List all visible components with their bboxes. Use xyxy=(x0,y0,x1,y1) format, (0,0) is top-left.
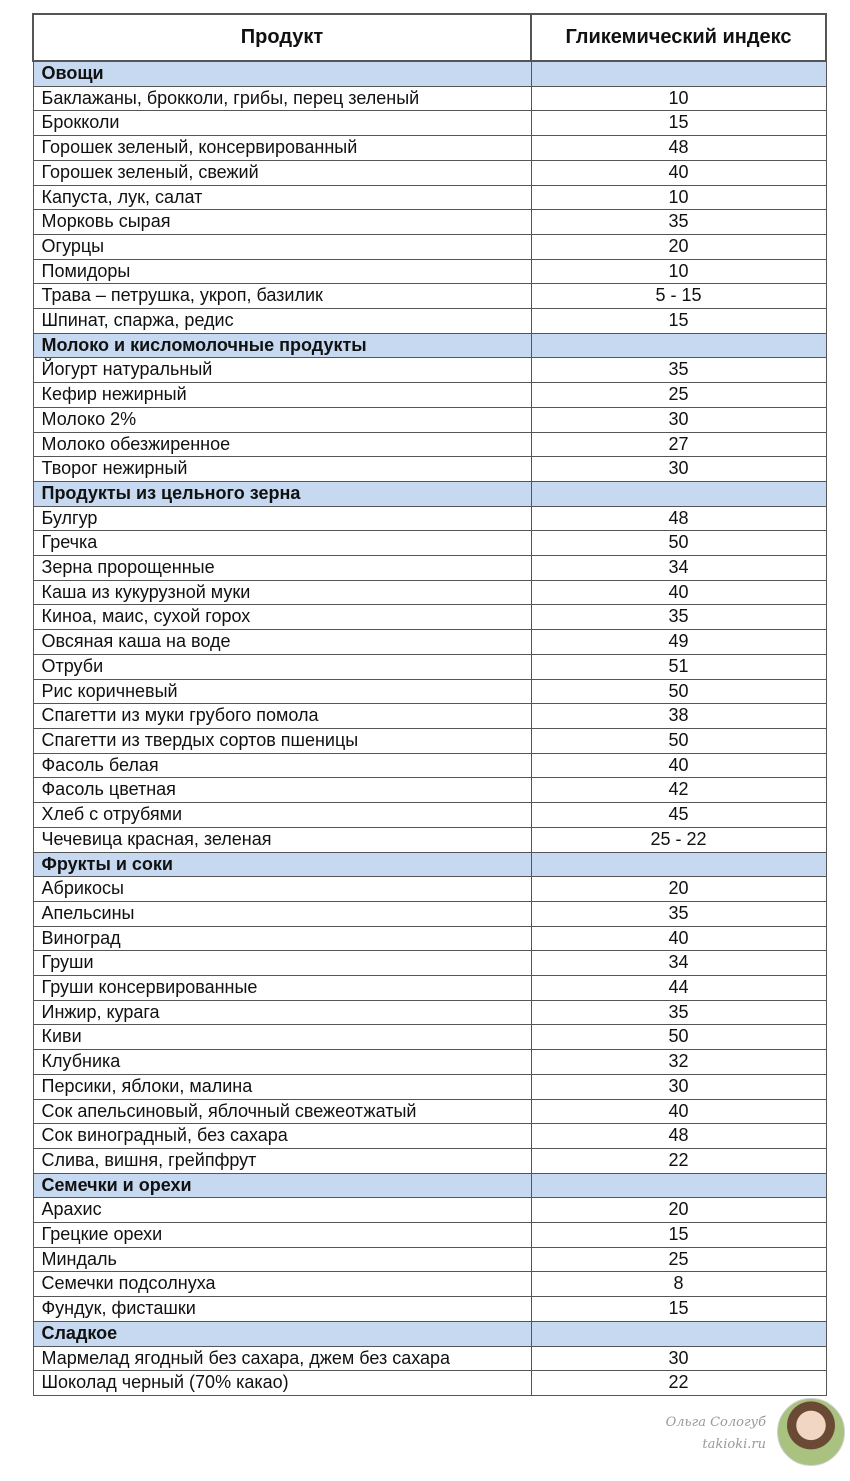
glycemic-index-value: 35 xyxy=(531,1000,826,1025)
table-row xyxy=(33,1272,826,1297)
header-product: Продукт xyxy=(33,14,531,61)
table-row xyxy=(33,531,826,556)
table-row xyxy=(33,1148,826,1173)
table-row xyxy=(33,1074,826,1099)
glycemic-index-value: 50 xyxy=(531,728,826,753)
category-value-cell xyxy=(531,1173,826,1198)
category-value-cell xyxy=(531,333,826,358)
table-row xyxy=(33,284,826,309)
product-name: Рис коричневый xyxy=(33,679,531,704)
table-row xyxy=(33,679,826,704)
category-row xyxy=(33,1321,826,1346)
category-row xyxy=(33,852,826,877)
table-row xyxy=(33,358,826,383)
category-label: Сладкое xyxy=(33,1321,531,1346)
product-name: Абрикосы xyxy=(33,877,531,902)
table-row xyxy=(33,1297,826,1322)
category-label: Семечки и орехи xyxy=(33,1173,531,1198)
product-name: Горошек зеленый, консервированный xyxy=(33,136,531,161)
table-row xyxy=(33,309,826,334)
table-row xyxy=(33,753,826,778)
glycemic-index-value: 40 xyxy=(531,580,826,605)
glycemic-index-value: 35 xyxy=(531,358,826,383)
glycemic-index-value: 50 xyxy=(531,1025,826,1050)
glycemic-index-value: 15 xyxy=(531,309,826,334)
product-name: Зерна пророщенные xyxy=(33,556,531,581)
category-label: Фрукты и соки xyxy=(33,852,531,877)
category-value-cell xyxy=(531,1321,826,1346)
glycemic-index-value: 35 xyxy=(531,605,826,630)
table-row xyxy=(33,407,826,432)
category-label: Овощи xyxy=(33,61,531,86)
table-header-row xyxy=(33,14,826,61)
table-row xyxy=(33,1371,826,1396)
product-name: Морковь сырая xyxy=(33,210,531,235)
category-row xyxy=(33,481,826,506)
product-name: Шпинат, спаржа, редис xyxy=(33,309,531,334)
product-name: Брокколи xyxy=(33,111,531,136)
table-row xyxy=(33,1025,826,1050)
category-label: Молоко и кисломолочные продукты xyxy=(33,333,531,358)
product-name: Слива, вишня, грейпфрут xyxy=(33,1148,531,1173)
product-name: Виноград xyxy=(33,926,531,951)
glycemic-index-value: 44 xyxy=(531,976,826,1001)
glycemic-index-value: 22 xyxy=(531,1371,826,1396)
table-row xyxy=(33,1198,826,1223)
table-row xyxy=(33,1247,826,1272)
table-row xyxy=(33,210,826,235)
glycemic-index-value: 48 xyxy=(531,136,826,161)
product-name: Помидоры xyxy=(33,259,531,284)
product-name: Спагетти из муки грубого помола xyxy=(33,704,531,729)
glycemic-index-value: 10 xyxy=(531,86,826,111)
glycemic-index-value: 22 xyxy=(531,1148,826,1173)
glycemic-index-table xyxy=(32,13,827,1396)
watermark-site: takioki.ru xyxy=(702,1437,766,1452)
product-name: Мармелад ягодный без сахара, джем без сахара xyxy=(33,1346,531,1371)
product-name: Груши xyxy=(33,951,531,976)
product-name: Чечевица красная, зеленая xyxy=(33,827,531,852)
product-name: Баклажаны, брокколи, грибы, перец зеленый xyxy=(33,86,531,111)
glycemic-index-value: 20 xyxy=(531,877,826,902)
glycemic-index-value: 25 xyxy=(531,1247,826,1272)
glycemic-index-value: 34 xyxy=(531,556,826,581)
product-name: Кефир нежирный xyxy=(33,383,531,408)
category-label: Продукты из цельного зерна xyxy=(33,481,531,506)
glycemic-index-value: 34 xyxy=(531,951,826,976)
table-body xyxy=(33,61,826,1395)
watermark-author: Ольга Сологуб xyxy=(665,1415,766,1430)
category-row xyxy=(33,1173,826,1198)
glycemic-index-value: 8 xyxy=(531,1272,826,1297)
table-row xyxy=(33,654,826,679)
table-row xyxy=(33,1223,826,1248)
glycemic-index-value: 30 xyxy=(531,457,826,482)
product-name: Молоко 2% xyxy=(33,407,531,432)
product-name: Каша из кукурузной муки xyxy=(33,580,531,605)
product-name: Трава – петрушка, укроп, базилик xyxy=(33,284,531,309)
product-name: Киви xyxy=(33,1025,531,1050)
table-row xyxy=(33,1099,826,1124)
table-row xyxy=(33,951,826,976)
glycemic-index-value: 35 xyxy=(531,210,826,235)
author-avatar xyxy=(777,1398,845,1466)
glycemic-index-value: 15 xyxy=(531,1297,826,1322)
category-value-cell xyxy=(531,852,826,877)
product-name: Творог нежирный xyxy=(33,457,531,482)
product-name: Молоко обезжиренное xyxy=(33,432,531,457)
table-row xyxy=(33,1346,826,1371)
glycemic-index-value: 25 - 22 xyxy=(531,827,826,852)
product-name: Овсяная каша на воде xyxy=(33,630,531,655)
glycemic-index-value: 40 xyxy=(531,1099,826,1124)
glycemic-index-value: 40 xyxy=(531,160,826,185)
product-name: Отруби xyxy=(33,654,531,679)
product-name: Спагетти из твердых сортов пшеницы xyxy=(33,728,531,753)
glycemic-index-value: 50 xyxy=(531,679,826,704)
table-row xyxy=(33,580,826,605)
table-row xyxy=(33,630,826,655)
glycemic-index-value: 40 xyxy=(531,753,826,778)
table-row xyxy=(33,383,826,408)
category-row xyxy=(33,333,826,358)
glycemic-index-value: 42 xyxy=(531,778,826,803)
table-row xyxy=(33,234,826,259)
glycemic-index-value: 20 xyxy=(531,234,826,259)
product-name: Сок виноградный, без сахара xyxy=(33,1124,531,1149)
product-name: Хлеб с отрубями xyxy=(33,803,531,828)
glycemic-index-value: 20 xyxy=(531,1198,826,1223)
glycemic-index-value: 51 xyxy=(531,654,826,679)
product-name: Фасоль цветная xyxy=(33,778,531,803)
product-name: Киноа, маис, сухой горох xyxy=(33,605,531,630)
watermark xyxy=(666,1412,766,1456)
product-name: Булгур xyxy=(33,506,531,531)
product-name: Арахис xyxy=(33,1198,531,1223)
table-row xyxy=(33,803,826,828)
table-row xyxy=(33,432,826,457)
table-row xyxy=(33,86,826,111)
product-name: Капуста, лук, салат xyxy=(33,185,531,210)
table-row xyxy=(33,160,826,185)
glycemic-index-value: 38 xyxy=(531,704,826,729)
glycemic-index-value: 45 xyxy=(531,803,826,828)
glycemic-index-value: 15 xyxy=(531,1223,826,1248)
product-name: Миндаль xyxy=(33,1247,531,1272)
product-name: Персики, яблоки, малина xyxy=(33,1074,531,1099)
glycemic-index-value: 50 xyxy=(531,531,826,556)
product-name: Горошек зеленый, свежий xyxy=(33,160,531,185)
product-name: Клубника xyxy=(33,1050,531,1075)
glycemic-index-value: 10 xyxy=(531,185,826,210)
product-name: Йогурт натуральный xyxy=(33,358,531,383)
table-row xyxy=(33,877,826,902)
glycemic-index-value: 30 xyxy=(531,407,826,432)
category-value-cell xyxy=(531,481,826,506)
table-row xyxy=(33,827,826,852)
table-row xyxy=(33,506,826,531)
product-name: Грецкие орехи xyxy=(33,1223,531,1248)
table-row xyxy=(33,926,826,951)
table-row xyxy=(33,136,826,161)
table-row xyxy=(33,185,826,210)
table-row xyxy=(33,901,826,926)
product-name: Груши консервированные xyxy=(33,976,531,1001)
table-row xyxy=(33,259,826,284)
glycemic-index-value: 30 xyxy=(531,1346,826,1371)
table-row xyxy=(33,457,826,482)
table-row xyxy=(33,556,826,581)
product-name: Шоколад черный (70% какао) xyxy=(33,1371,531,1396)
glycemic-index-value: 35 xyxy=(531,901,826,926)
table-row xyxy=(33,111,826,136)
glycemic-index-value: 15 xyxy=(531,111,826,136)
glycemic-index-value: 49 xyxy=(531,630,826,655)
category-row xyxy=(33,61,826,86)
glycemic-index-value: 10 xyxy=(531,259,826,284)
glycemic-index-value: 5 - 15 xyxy=(531,284,826,309)
product-name: Фундук, фисташки xyxy=(33,1297,531,1322)
glycemic-index-value: 48 xyxy=(531,1124,826,1149)
product-name: Фасоль белая xyxy=(33,753,531,778)
glycemic-index-value: 27 xyxy=(531,432,826,457)
glycemic-index-value: 32 xyxy=(531,1050,826,1075)
table-row xyxy=(33,778,826,803)
table-row xyxy=(33,605,826,630)
table-row xyxy=(33,704,826,729)
product-name: Сок апельсиновый, яблочный свежеотжатый xyxy=(33,1099,531,1124)
product-name: Огурцы xyxy=(33,234,531,259)
glycemic-index-value: 48 xyxy=(531,506,826,531)
glycemic-index-value: 40 xyxy=(531,926,826,951)
table-row xyxy=(33,1050,826,1075)
product-name: Апельсины xyxy=(33,901,531,926)
table-row xyxy=(33,1000,826,1025)
glycemic-index-value: 30 xyxy=(531,1074,826,1099)
glycemic-index-value: 25 xyxy=(531,383,826,408)
product-name: Инжир, курага xyxy=(33,1000,531,1025)
product-name: Гречка xyxy=(33,531,531,556)
product-name: Семечки подсолнуха xyxy=(33,1272,531,1297)
table-row xyxy=(33,728,826,753)
table-row xyxy=(33,976,826,1001)
table-row xyxy=(33,1124,826,1149)
header-glycemic-index: Гликемический индекс xyxy=(531,14,826,61)
category-value-cell xyxy=(531,61,826,86)
